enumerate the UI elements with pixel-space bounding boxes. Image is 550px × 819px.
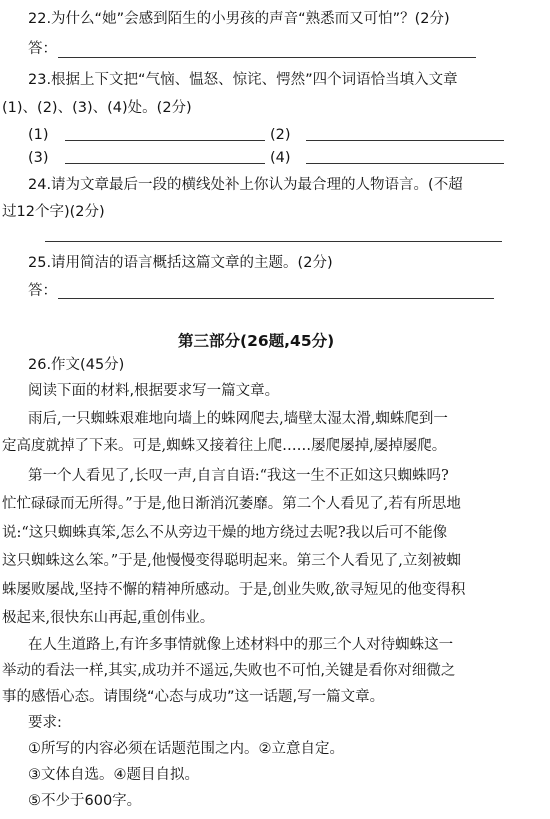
q23-question-line2: (1)、(2)、(3)、(4)处。(2分)	[2, 100, 192, 116]
material-line: 雨后,一只蜘蛛艰难地向墙上的蛛网爬去,墙壁太湿太滑,蜘蛛爬到一	[28, 411, 448, 427]
material-line: 定高度就掉了下来。可是,蜘蛛又接着往上爬……屡爬屡掉,屡掉屡爬。	[2, 438, 447, 454]
prompt-line: 在人生道路上,有许多事情就像上述材料中的那三个人对待蜘蛛这一	[28, 637, 454, 653]
q24-question-line1: 24.请为文章最后一段的横线处补上你认为最合理的人物语言。(不超	[28, 177, 463, 193]
q24-question-line2: 过12个字)(2分)	[2, 204, 105, 220]
requirements-label: 要求:	[28, 715, 62, 731]
prompt-line: 举动的看法一样,其实,成功并不遥远,失败也不可怕,关键是看你对细微之	[2, 663, 456, 679]
q26-title: 26.作文(45分)	[28, 357, 125, 373]
q23-blank-4-line[interactable]	[306, 163, 504, 164]
q23-blank-3-line[interactable]	[65, 163, 265, 164]
q25-answer-line[interactable]	[58, 298, 494, 299]
q23-blank-2-label: (2)	[270, 127, 291, 143]
material-line: 说:“这只蜘蛛真笨,怎么不从旁边干燥的地方绕过去呢?我以后可不能像	[2, 525, 448, 541]
q22-answer-label: 答：	[28, 41, 57, 57]
material-line: 忙忙碌碌而无所得。”于是,他日渐消沉萎靡。第二个人看见了,若有所思地	[2, 496, 461, 512]
q22-question: 22.为什么“她”会感到陌生的小男孩的声音“熟悉而又可怕”？(2分)	[28, 11, 450, 27]
material-line: 第一个人看见了,长叹一声,自言自语:“我这一生不正如这只蜘蛛吗?	[28, 468, 449, 484]
q23-blank-1-label: (1)	[28, 127, 49, 143]
prompt-line: 事的感悟心态。请围绕“心态与成功”这一话题,写一篇文章。	[2, 689, 385, 705]
material-line: 蛛屡败屡战,坚持不懈的精神所感动。于是,创业失败,欲寻短见的他变得积	[2, 582, 466, 598]
requirement-item: ⑤不少于600字。	[28, 793, 142, 809]
q25-answer-label: 答：	[28, 283, 57, 299]
q22-answer-line[interactable]	[58, 57, 476, 58]
material-line: 极起来,很快东山再起,重创伟业。	[2, 610, 215, 626]
requirement-item: ①所写的内容必须在话题范围之内。②立意自定。	[28, 741, 344, 757]
requirement-item: ③文体自选。④题目自拟。	[28, 767, 199, 783]
q23-question-line1: 23.根据上下文把“气恼、愠怒、惊诧、愕然”四个词语恰当填入文章	[28, 72, 458, 88]
q23-blank-4-label: (4)	[270, 150, 291, 166]
q23-blank-1-line[interactable]	[65, 140, 265, 141]
q25-question: 25.请用简洁的语言概括这篇文章的主题。(2分)	[28, 255, 333, 271]
q26-instruction: 阅读下面的材料,根据要求写一篇文章。	[28, 383, 280, 399]
q24-answer-line[interactable]	[45, 241, 502, 242]
q23-blank-2-line[interactable]	[306, 140, 504, 141]
material-line: 这只蜘蛛这么笨。”于是,他慢慢变得聪明起来。第三个人看见了,立刻被蜘	[2, 553, 461, 569]
q23-blank-3-label: (3)	[28, 150, 49, 166]
section-title: 第三部分(26题,45分)	[178, 332, 335, 350]
